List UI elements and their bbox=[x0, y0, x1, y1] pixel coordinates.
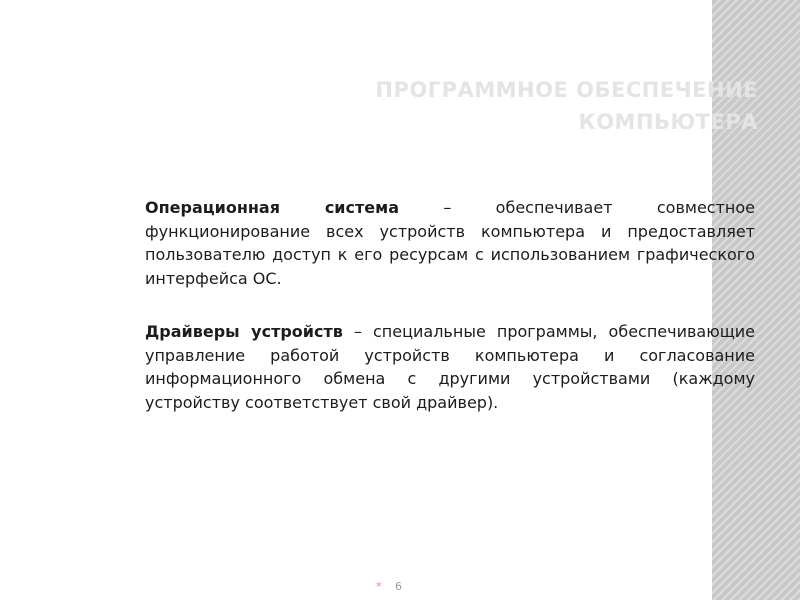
footer-bullet: * bbox=[376, 580, 382, 593]
term-device-drivers: Драйверы устройств bbox=[145, 322, 343, 341]
slide-title bbox=[300, 74, 758, 138]
term-operating-system: Операционная система bbox=[145, 198, 399, 217]
slide-footer bbox=[376, 580, 402, 593]
paragraph-operating-system bbox=[145, 196, 755, 290]
slide-body bbox=[145, 196, 755, 444]
slide-title-line-1: ПРОГРАММНОЕ ОБЕСПЕЧЕНИЕ bbox=[375, 78, 758, 102]
definition-operating-system: – обеспечивает совместное функционирование всех устройств компьютера и предоставляет пользователю доступ к его ресурсам с использованием графического интерфейса ОС. bbox=[145, 198, 755, 288]
paragraph-device-drivers bbox=[145, 320, 755, 414]
definition-device-drivers: – специальные программы, обеспечивающие управление работой устройств компьютера и согласование информационного обмена с другими устройствами (каждому устройству соответствует свой драйвер). bbox=[145, 322, 756, 412]
slide-title-line-2: КОМПЬЮТЕРА bbox=[578, 110, 758, 134]
page-number: 6 bbox=[395, 580, 402, 593]
